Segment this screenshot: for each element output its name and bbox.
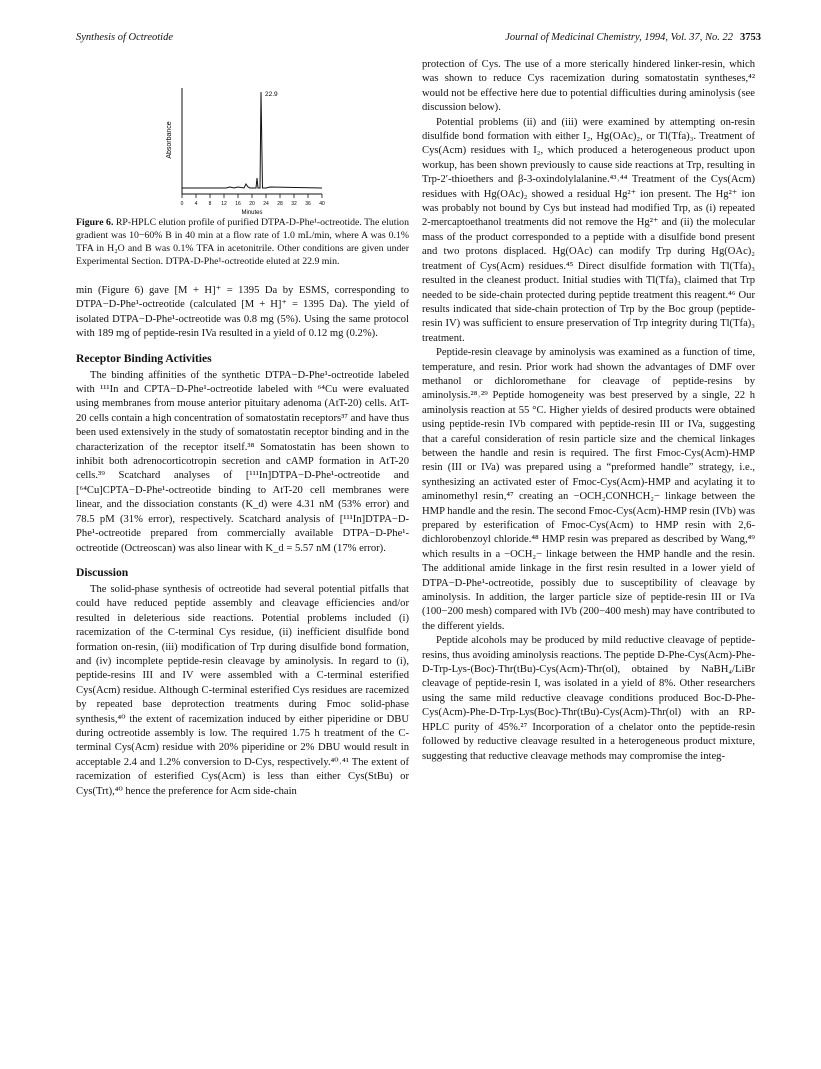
x-tick-label: 4 [194,201,198,207]
x-tick-label: 20 [249,201,255,207]
x-tick-label: 32 [291,201,297,207]
x-tick-label: 12 [221,201,227,207]
x-tick-label: 36 [305,201,311,207]
page-number: 3753 [740,32,761,43]
figure-caption-text: RP-HPLC elution profile of purified DTPA-D-Phe¹-octreotide. The elution gradient was 10−60% B in 40 min at a flow rate of 1.0 mL/min, where A was 0.1% TFA in H₂O and B was 0.1% TFA in acetonitrile. Other conditions are given under Experimental Section. DTPA-D-Phe¹-octreotide eluted at 22.9 min. [76,217,409,267]
right-column [422,58,755,764]
x-tick-label: 8 [208,201,212,207]
left-column [76,58,409,799]
section-heading-discussion: Discussion [76,565,129,579]
chromatogram-trace [182,92,322,188]
paragraph: Potential problems (ii) and (iii) were examined by attempting on-resin disulfide bond formation with either I₂, Hg(OAc)₂, or Tl(Tfa)₃. Treatment of Cys(Acm) residues with I₂, which produced a heterogeneous product upon workup, has been shown previously to cause side reactions at Trp, resulting in Trp-2′-thioethers and β-3-oxindolylalanine.⁴³˒⁴⁴ Treatment of the Cys(Acm) residues with Hg(OAc)₂ showed a residual Hg²⁺ ion present. The Hg²⁺ ion was probably not bound by Cys but instead had modified Trp, as (i) repeated 2-mercaptoethanol treatments did not remove the Hg²⁺ and (ii) the molecular mass of the product corresponded to a peptide with a disulfide bond present and two protons displaced. Hg(OAc) can modify Trp during Hg(OAc)₂ treatment of Cys(Acm) residues.⁴⁵ Direct disulfide formation with Tl(Tfa)₃ resulted in the cleanest product. Initial studies with Tl(Tfa)₃ claimed that Trp needed to be side-chain protected during peptide treatment this reagent.⁴⁶ Our results indicated that side-chain protection of Trp by the Boc group (peptide-resin IV) was sufficient to ensure preservation of Trp integrity during Tl(Tfa)₃ treatment. [422,116,755,344]
paragraph: min (Figure 6) gave [M + H]⁺ = 1395 Da by ESMS, corresponding to DTPA−D-Phe¹-octreotide (calculated [M + H]⁺ = 1395 Da). The yield of isolated DTPA−D-Phe¹-octreotide was 0.8 mg (5%). Using the same protocol with 189 mg of peptide-resin IVa resulted in a yield of 0.12 mg (0.2%). [76,285,409,340]
paragraph: Peptide-resin cleavage by aminolysis was examined as a function of time, temperature, and resin. Prior work had shown the advantages of DMF over methanol or dichloromethane for cleavage of peptide-resins by aminolysis.²⁸˒²⁹ Peptide homogeneity was best preserved by a single, 22 h aminolysis reaction at 55 °C. Higher yields of desired products were obtained using peptide-resin IVb compared with peptide-resin III or IVa, suggesting that a careful consideration of resin particle size and the chemical linkages between the handle and resin is required. The first Fmoc-Cys(Acm)-HMP resin (III or IVa) was prepared using a “preformed handle” strategy, i.e., synthesizing an activated ester of Fmoc-Cys(Acm)-HMP and acylating it to aminomethyl resin,⁴⁷ creating an −OCH₂CONHCH₂− linkage between the HMP handle and the resin. The second Fmoc-Cys(Acm)-HMP resin (IVb) was prepared by esterification of Fmoc-Cys(Acm) to HMP resin with 2,6-dichlorobenzoyl chloride.⁴⁸ HMP resin was prepared as described by Wang,⁴⁹ which results in a −OCH₂− linkage between the HMP handle and the resin. The additional amide linkage in the first resin resulted in a lower yield of DTPA−D-Phe¹-octreotide, possibly due to susceptibility of cleavage by aminolysis. In addition, the larger particle size of peptide-resin III or IVa (100−200 mesh) compared with IVb (200−400 mesh) may have contributed to the different yields. [422,347,755,632]
figure-caption-label: Figure 6. [76,217,114,228]
x-tick-label: 16 [235,201,241,207]
figure-caption [76,216,409,268]
x-tick-label: 28 [277,201,283,207]
x-axis-label: Minutes [241,210,263,214]
figure-6 [76,58,409,214]
x-tick-label: 24 [263,201,269,207]
hplc-chromatogram [166,84,326,214]
peak-label: 22.9 [265,91,278,98]
paragraph: The binding affinities of the synthetic DTPA−D-Phe¹-octreotide labeled with ¹¹¹In and CPTA−D-Phe¹-octreotide labeled with ⁶⁴Cu were evaluated using membranes from mouse anterior pituitary adenoma (AtT-20) cells. AtT-20 cells contain a high concentration of somatostatin receptors³⁷ and have thus been used extensively in the study of somatostatin receptor binding and in the characterization of the receptor itself.³⁸ Somatostatin has been shown to inhibit both adrenocorticotropin secretion and cAMP formation in AtT-20 cells.³⁹ Scatchard analyses of [¹¹¹In]DTPA−D-Phe¹-octreotide and [⁶⁴Cu]CPTA−D-Phe¹-octreotide binding to AtT-20 cell membranes were linear, and the dissociation constants (K_d) were 4.31 nM (53% error) and 78.5 pM (31% error), respectively. Scatchard analysis of [¹¹¹In]DTPA−D-Phe¹-octreotide prepared from commercially available DTPA−D-Phe¹-octreotide (Octreoscan) was also linear with K_d = 5.57 nM (17% error). [76,369,409,554]
y-axis-label: Absorbance [166,121,173,159]
x-tick-label: 0 [180,201,184,207]
paragraph: protection of Cys. The use of a more sterically hindered linker-resin, which was shown to reduce Cys racemization during somatostatin syntheses,⁴² would not be effective here due to potential difficulties during aminolysis (see discussion below). [422,59,755,114]
running-head-journal: Journal of Medicinal Chemistry, 1994, Vol. 37, No. 22 [505,32,733,43]
x-tick-label: 40 [319,201,325,207]
running-head-title: Synthesis of Octreotide [76,32,174,43]
running-head [76,32,761,46]
x-ticks [182,194,322,198]
paragraph: Peptide alcohols may be produced by mild reductive cleavage of peptide-resins, thus avoiding aminolysis reactions. The peptide D-Phe-Cys(Acm)-Phe-D-Trp-Lys-(Boc)-Thr(tBu)-Cys(Acm)-Thr(ol), obtained by NaBH₄/LiBr cleavage of peptide-resin I, was isolated in a yield of 8%. Other researchers using the same mild reductive cleavage conditions produced Boc-D-Phe-Cys(Acm)-Phe-D-Trp-Lys(Boc)-Thr(tBu)-Cys(Acm)-Thr(ol) with an RP-HPLC purity of 45%.²⁷ Incorporation of a chelator onto the peptide-resin followed by reductive cleavage resulted in a heterogeneous product mixture, suggesting that reductive cleavage methods may compromise the integ- [422,635,755,762]
x-tick-labels [181,201,325,207]
section-heading-receptor-binding: Receptor Binding Activities [76,351,212,365]
paragraph: The solid-phase synthesis of octreotide had several potential pitfalls that could have reduced peptide assembly and cleavage efficiencies and/or resulted in deleterious side reactions. Potential problems included (i) racemization of the C-terminal Cys residue, (ii) inefficient disulfide bond formation on-resin, (iii) modification of Trp during disulfide bond formation, and (iv) incomplete peptide-resin cleavage by aminolysis. In regard to (i), peptide-resins III and IV were assembled with a C-terminal esterified Cys(Acm) residue. Although C-terminal esterified Cys residues are racemized by repeated base deprotection treatments during Fmoc solid-phase synthesis,⁴⁰ the extent of racemization induced by either piperidine or DBU during octreotide assembly is low. The required 1.75 h treatment of the C-terminal Cys(Acm) residue with 20% piperidine or 2% DBU would result in acceptable 2.4 and 1.2% conversion to D-Cys, respectively.⁴⁰˒⁴¹ The extent of racemization of esterified Cys(Acm) is less than either Cys(StBu) or Cys(Trt),⁴⁰ hence the preference for Acm side-chain [76,583,409,797]
